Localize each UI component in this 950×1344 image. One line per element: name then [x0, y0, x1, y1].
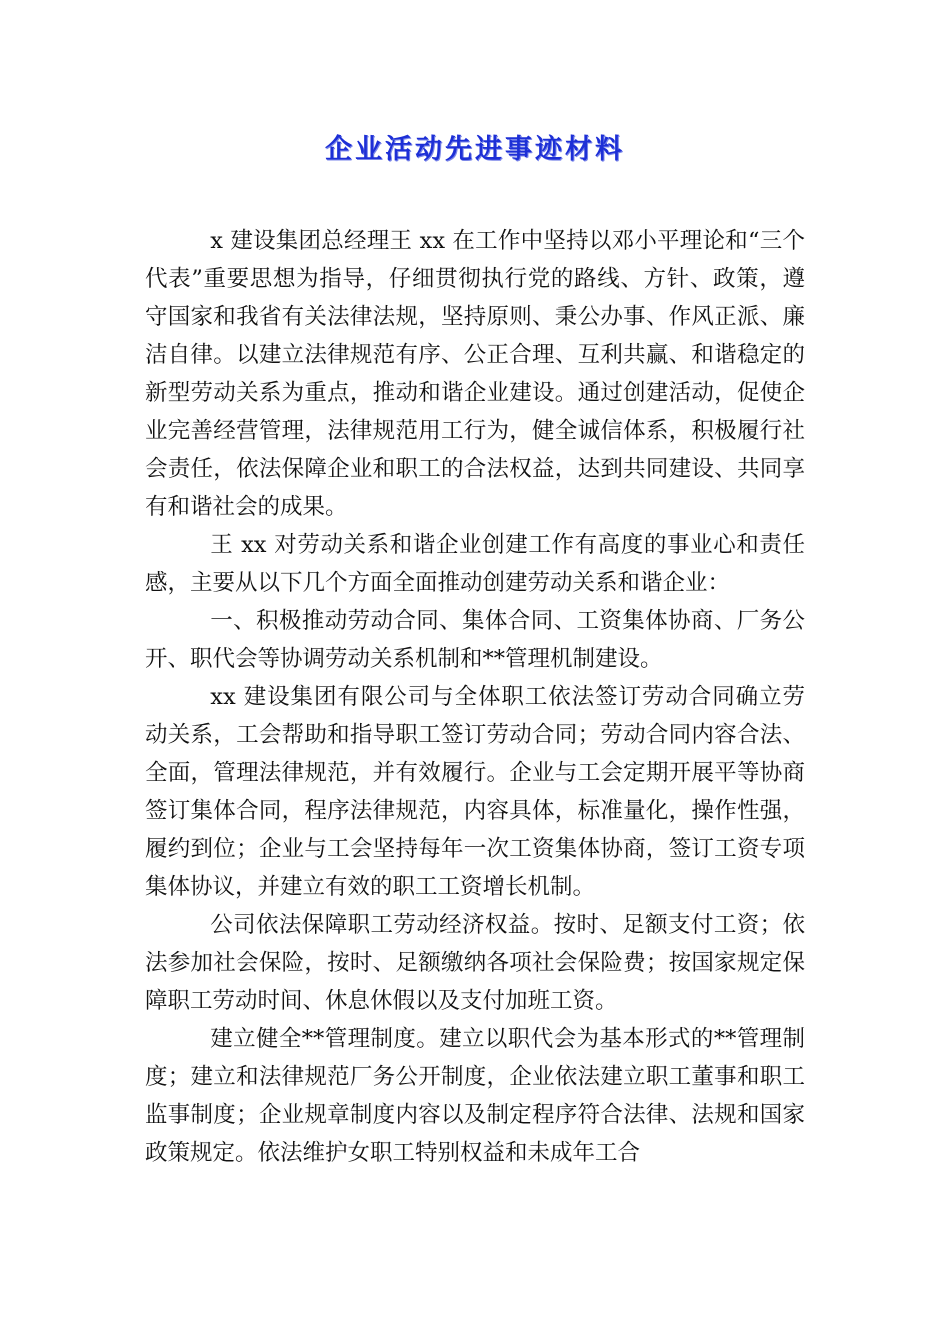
paragraph-section-one: 一、积极推动劳动合同、集体合同、工资集体协商、厂务公开、职代会等协调劳动关系机制和**管理机制建设。 — [145, 608, 805, 672]
paragraph-labor-rights: 公司依法保障职工劳动经济权益。按时、足额支付工资；依法参加社会保险，按时、足额缴纳各项社会保险费；按国家规定保障职工劳动时间、休息休假以及支付加班工资。 — [145, 912, 805, 1014]
paragraph-management-system: 建立健全**管理制度。建立以职代会为基本形式的**管理制度；建立和法律规范厂务公开制度，企业依法建立职工董事和职工监事制度；企业规章制度内容以及制定程序符合法律、法规和国家政策规定。依法维护女职工特别权益和未成年工合 — [145, 1026, 805, 1166]
document-body — [145, 222, 805, 1172]
paragraph-labor-contract: xx 建设集团有限公司与全体职工依法签订劳动合同确立劳动关系，工会帮助和指导职工签订劳动合同；劳动合同内容合法、全面，管理法律规范，并有效履行。企业与工会定期开展平等协商签订集体合同，程序法律规范，内容具体，标准量化，操作性强，履约到位；企业与工会坚持每年一次工资集体协商，签订工资专项集体协议，并建立有效的职工工资增长机制。 — [145, 684, 805, 900]
paragraph-responsibility: 王 xx 对劳动关系和谐企业创建工作有高度的事业心和责任感，主要从以下几个方面全面推动创建劳动关系和谐企业： — [145, 532, 805, 596]
document-title: 企业活动先进事迹材料 — [325, 134, 625, 165]
paragraph-intro: x 建设集团总经理王 xx 在工作中坚持以邓小平理论和“三个代表”重要思想为指导，仔细贯彻执行党的路线、方针、政策，遵守国家和我省有关法律法规，坚持原则、秉公办事、作风正派、廉洁自律。以建立法律规范有序、公正合理、互利共赢、和谐稳定的新型劳动关系为重点，推动和谐企业建设。通过创建活动，促使企业完善经营管理，法律规范用工行为，健全诚信体系，积极履行社会责任，依法保障企业和职工的合法权益，达到共同建设、共同享有和谐社会的成果。 — [145, 228, 805, 520]
